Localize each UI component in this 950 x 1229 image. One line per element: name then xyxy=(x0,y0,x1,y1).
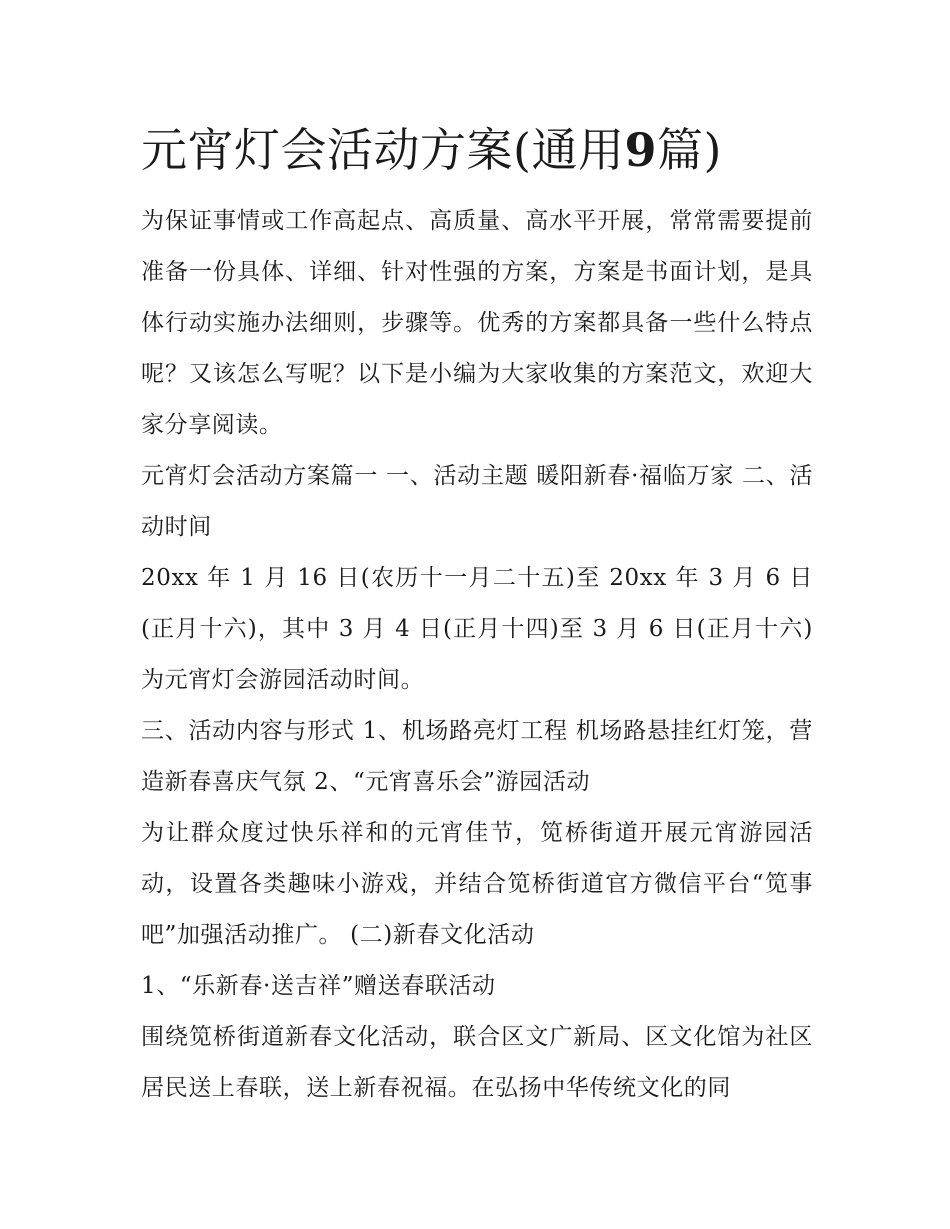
document-page xyxy=(141,118,813,1114)
title-number: 9 xyxy=(624,123,657,177)
paragraph-dates: 20xx 年 1 月 16 日(农历十一月二十五)至 20xx 年 3 月 6 日(正月十六)，其中 3 月 4 日(正月十四)至 3 月 6 日(正月十六)为元宵灯会游园活动时间。 xyxy=(141,565,813,693)
title-suffix: 篇) xyxy=(656,123,722,177)
paragraph-theme-time: 元宵灯会活动方案篇一 一、活动主题 暖阳新春·福临万家 二、活动时间 xyxy=(141,463,813,540)
paragraph-lantern-activity: 为让群众度过快乐祥和的元宵佳节，笕桥街道开展元宵游园活动，设置各类趣味小游戏，并结合笕桥街道官方微信平台“笕事吧”加强活动推广。 (二)新春文化活动 xyxy=(141,820,813,948)
paragraph-intro: 为保证事情或工作高起点、高质量、高水平开展，常常需要提前准备一份具体、详细、针对性强的方案，方案是书面计划，是具体行动实施办法细则，步骤等。优秀的方案都具备一些什么特点呢？又该怎么写呢？以下是小编为大家收集的方案范文，欢迎大家分享阅读。 xyxy=(141,208,813,438)
paragraph-couplet-body: 围绕笕桥街道新春文化活动，联合区文广新局、区文化馆为社区居民送上春联，送上新春祝福。在弘扬中华传统文化的同 xyxy=(141,1024,813,1101)
title-text: 元宵灯会活动方案(通用 xyxy=(141,123,625,177)
paragraph-couplet-heading: 1、“乐新春·送吉祥”赠送春联活动 xyxy=(141,973,496,999)
document-body xyxy=(141,196,813,1114)
paragraph-content-form: 三、活动内容与形式 1、机场路亮灯工程 机场路悬挂红灯笼，营造新春喜庆气氛 2、“元宵喜乐会”游园活动 xyxy=(141,718,813,795)
document-title xyxy=(141,118,813,182)
